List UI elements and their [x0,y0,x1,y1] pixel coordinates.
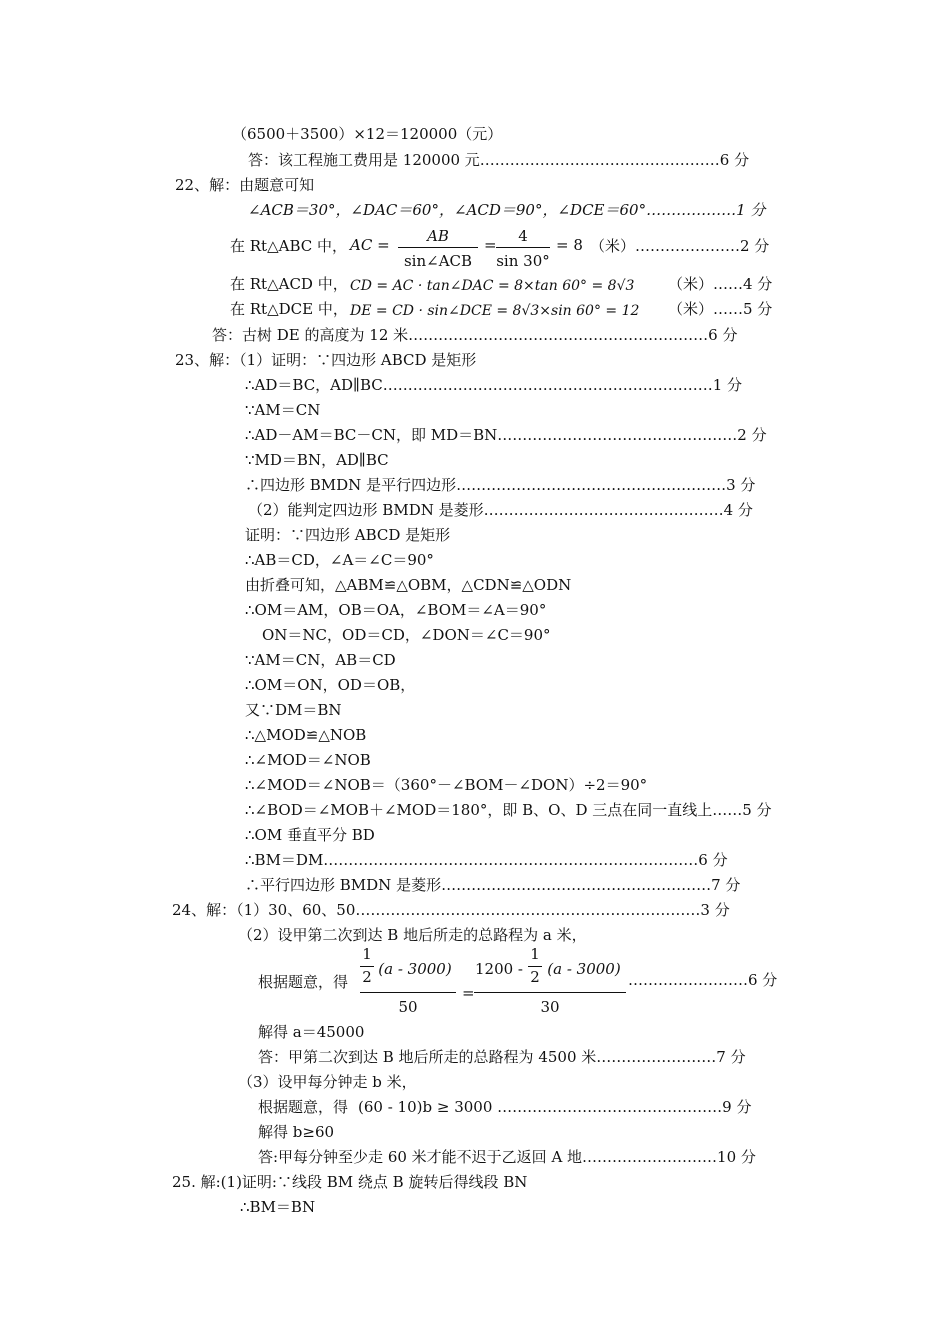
text-line: 根据题意，得 [258,1098,349,1116]
equation-lhs: AC = [350,236,390,254]
text-line: ∴AD－AM＝BC－CN，即 MD＝BN…………………………………………2 分 [245,426,767,444]
text-line: ON＝NC，OD＝CD，∠DON＝∠C＝90° [262,626,551,644]
text-line: ∵MD＝BN，AD∥BC [245,451,389,469]
text-line: （米）…………………2 分 [590,237,770,255]
text-line: 解得 a＝45000 [258,1023,365,1041]
text-line: 由折叠可知，△ABM≌△OBM，△CDN≌△ODN [245,576,572,594]
text-line: ∴∠BOD＝∠MOB＋∠MOD＝180°，即 B、O、D 三点在同一直线上……5 分 [245,801,772,819]
text-line: ∴平行四边形 BMDN 是菱形………………………………………………7 分 [245,876,741,894]
fraction-denominator: 50 [398,998,418,1016]
fraction-bar [528,966,542,967]
fraction-bar [496,247,550,248]
text-line: 解得 b≥60 [258,1123,335,1141]
text-line: ∴∠MOD＝∠NOB [245,751,371,769]
fraction-bar [474,992,626,993]
expression: (a - 3000) [547,960,621,978]
half-numerator: 1 [530,945,540,963]
problem-24-heading: 24、解：（1）30、60、50……………………………………………………………3 分 [172,901,730,919]
equation-cd: CD = AC · tan∠DAC = 8×tan 60° = 8√3 [350,278,635,294]
text-line: 在 Rt△ACD 中， [230,275,348,293]
problem-22-heading: 22、解：由题意可知 [175,176,315,194]
text-line: ∴BM＝DM…………………………………………………………………6 分 [245,851,728,869]
text-line: （米）……5 分 [668,300,773,318]
text-line: 答：甲第二次到达 B 地后所走的总路程为 4500 米……………………7 分 [258,1048,746,1066]
fraction-numerator: AB [427,227,449,245]
text-line: ∴OM＝ON，OD＝OB， [245,676,416,694]
text-line: (60 - 10)b ≥ 3000 ………………………………………9 分 [358,1098,752,1116]
equation-result: = 8 [556,236,583,254]
text-line: 在 Rt△DCE 中， [230,300,348,318]
text-line: 在 Rt△ABC 中， [230,237,348,255]
half-denominator: 2 [362,968,372,986]
expression: (a - 3000) [378,960,452,978]
text-line: ∵AM＝CN [245,401,321,419]
fraction-numerator: 4 [518,227,528,245]
text-line: ∴AB＝CD，∠A＝∠C＝90° [245,551,434,569]
text-line: （米）……4 分 [668,275,773,293]
text-line: 证明：∵四边形 ABCD 是矩形 [245,526,451,544]
text-line: ∴△MOD≌△NOB [245,726,367,744]
fraction-bar [398,247,478,248]
fraction-bar [360,966,374,967]
text-line: ∴OM＝AM，OB＝OA，∠BOM＝∠A＝90° [245,601,547,619]
text-line: （2）能判定四边形 BMDN 是菱形…………………………………………4 分 [248,501,753,519]
equals-sign: = [462,984,475,1002]
text-line: ∴四边形 BMDN 是平行四边形………………………………………………3 分 [245,476,756,494]
half-numerator: 1 [362,945,372,963]
text-line: ∵AM＝CN，AB＝CD [245,651,396,669]
text-line: 答：古树 DE 的高度为 12 米……………………………………………………6 分 [212,326,738,344]
text-line: ∴∠MOD＝∠NOB＝（360°－∠BOM－∠DON）÷2＝90° [245,776,648,794]
fraction-denominator: 30 [540,998,560,1016]
problem-25-heading: 25. 解:(1)证明:∵线段 BM 绕点 B 旋转后得线段 BN [172,1173,528,1191]
text-line: （3）设甲每分钟走 b 米， [238,1073,417,1091]
text-line: 答:甲每分钟至少走 60 米才能不迟于乙返回 A 地………………………10 分 [258,1148,756,1166]
fraction-bar [360,992,456,993]
equals-sign: = [484,236,497,254]
text-line: （6500＋3500）×12＝120000（元） [232,125,503,143]
text-line: 根据题意，得 [258,973,349,991]
text-line: ∴OM 垂直平分 BD [245,826,375,844]
half-denominator: 2 [530,968,540,986]
equation-de: DE = CD · sin∠DCE = 8√3×sin 60° = 12 [350,303,640,319]
problem-23-heading: 23、解：（1）证明：∵四边形 ABCD 是矩形 [175,351,477,369]
text-line: ∴BM＝BN [240,1198,316,1216]
text-line: 答：该工程施工费用是 120000 元…………………………………………6 分 [248,151,750,169]
text-line: ……………………6 分 [628,971,778,989]
expression: 1200 - [474,960,523,978]
fraction-denominator: sin 30° [496,252,550,270]
text-line: ∴AD＝BC，AD∥BC…………………………………………………………1 分 [245,376,743,394]
fraction-denominator: sin∠ACB [403,252,473,270]
text-line: 又∵DM＝BN [245,701,342,719]
text-line: ∠ACB＝30°，∠DAC＝60°，∠ACD＝90°，∠DCE＝60°………………1 分 [248,201,766,219]
text-line: （2）设甲第二次到达 B 地后所走的总路程为 a 米， [238,926,587,944]
